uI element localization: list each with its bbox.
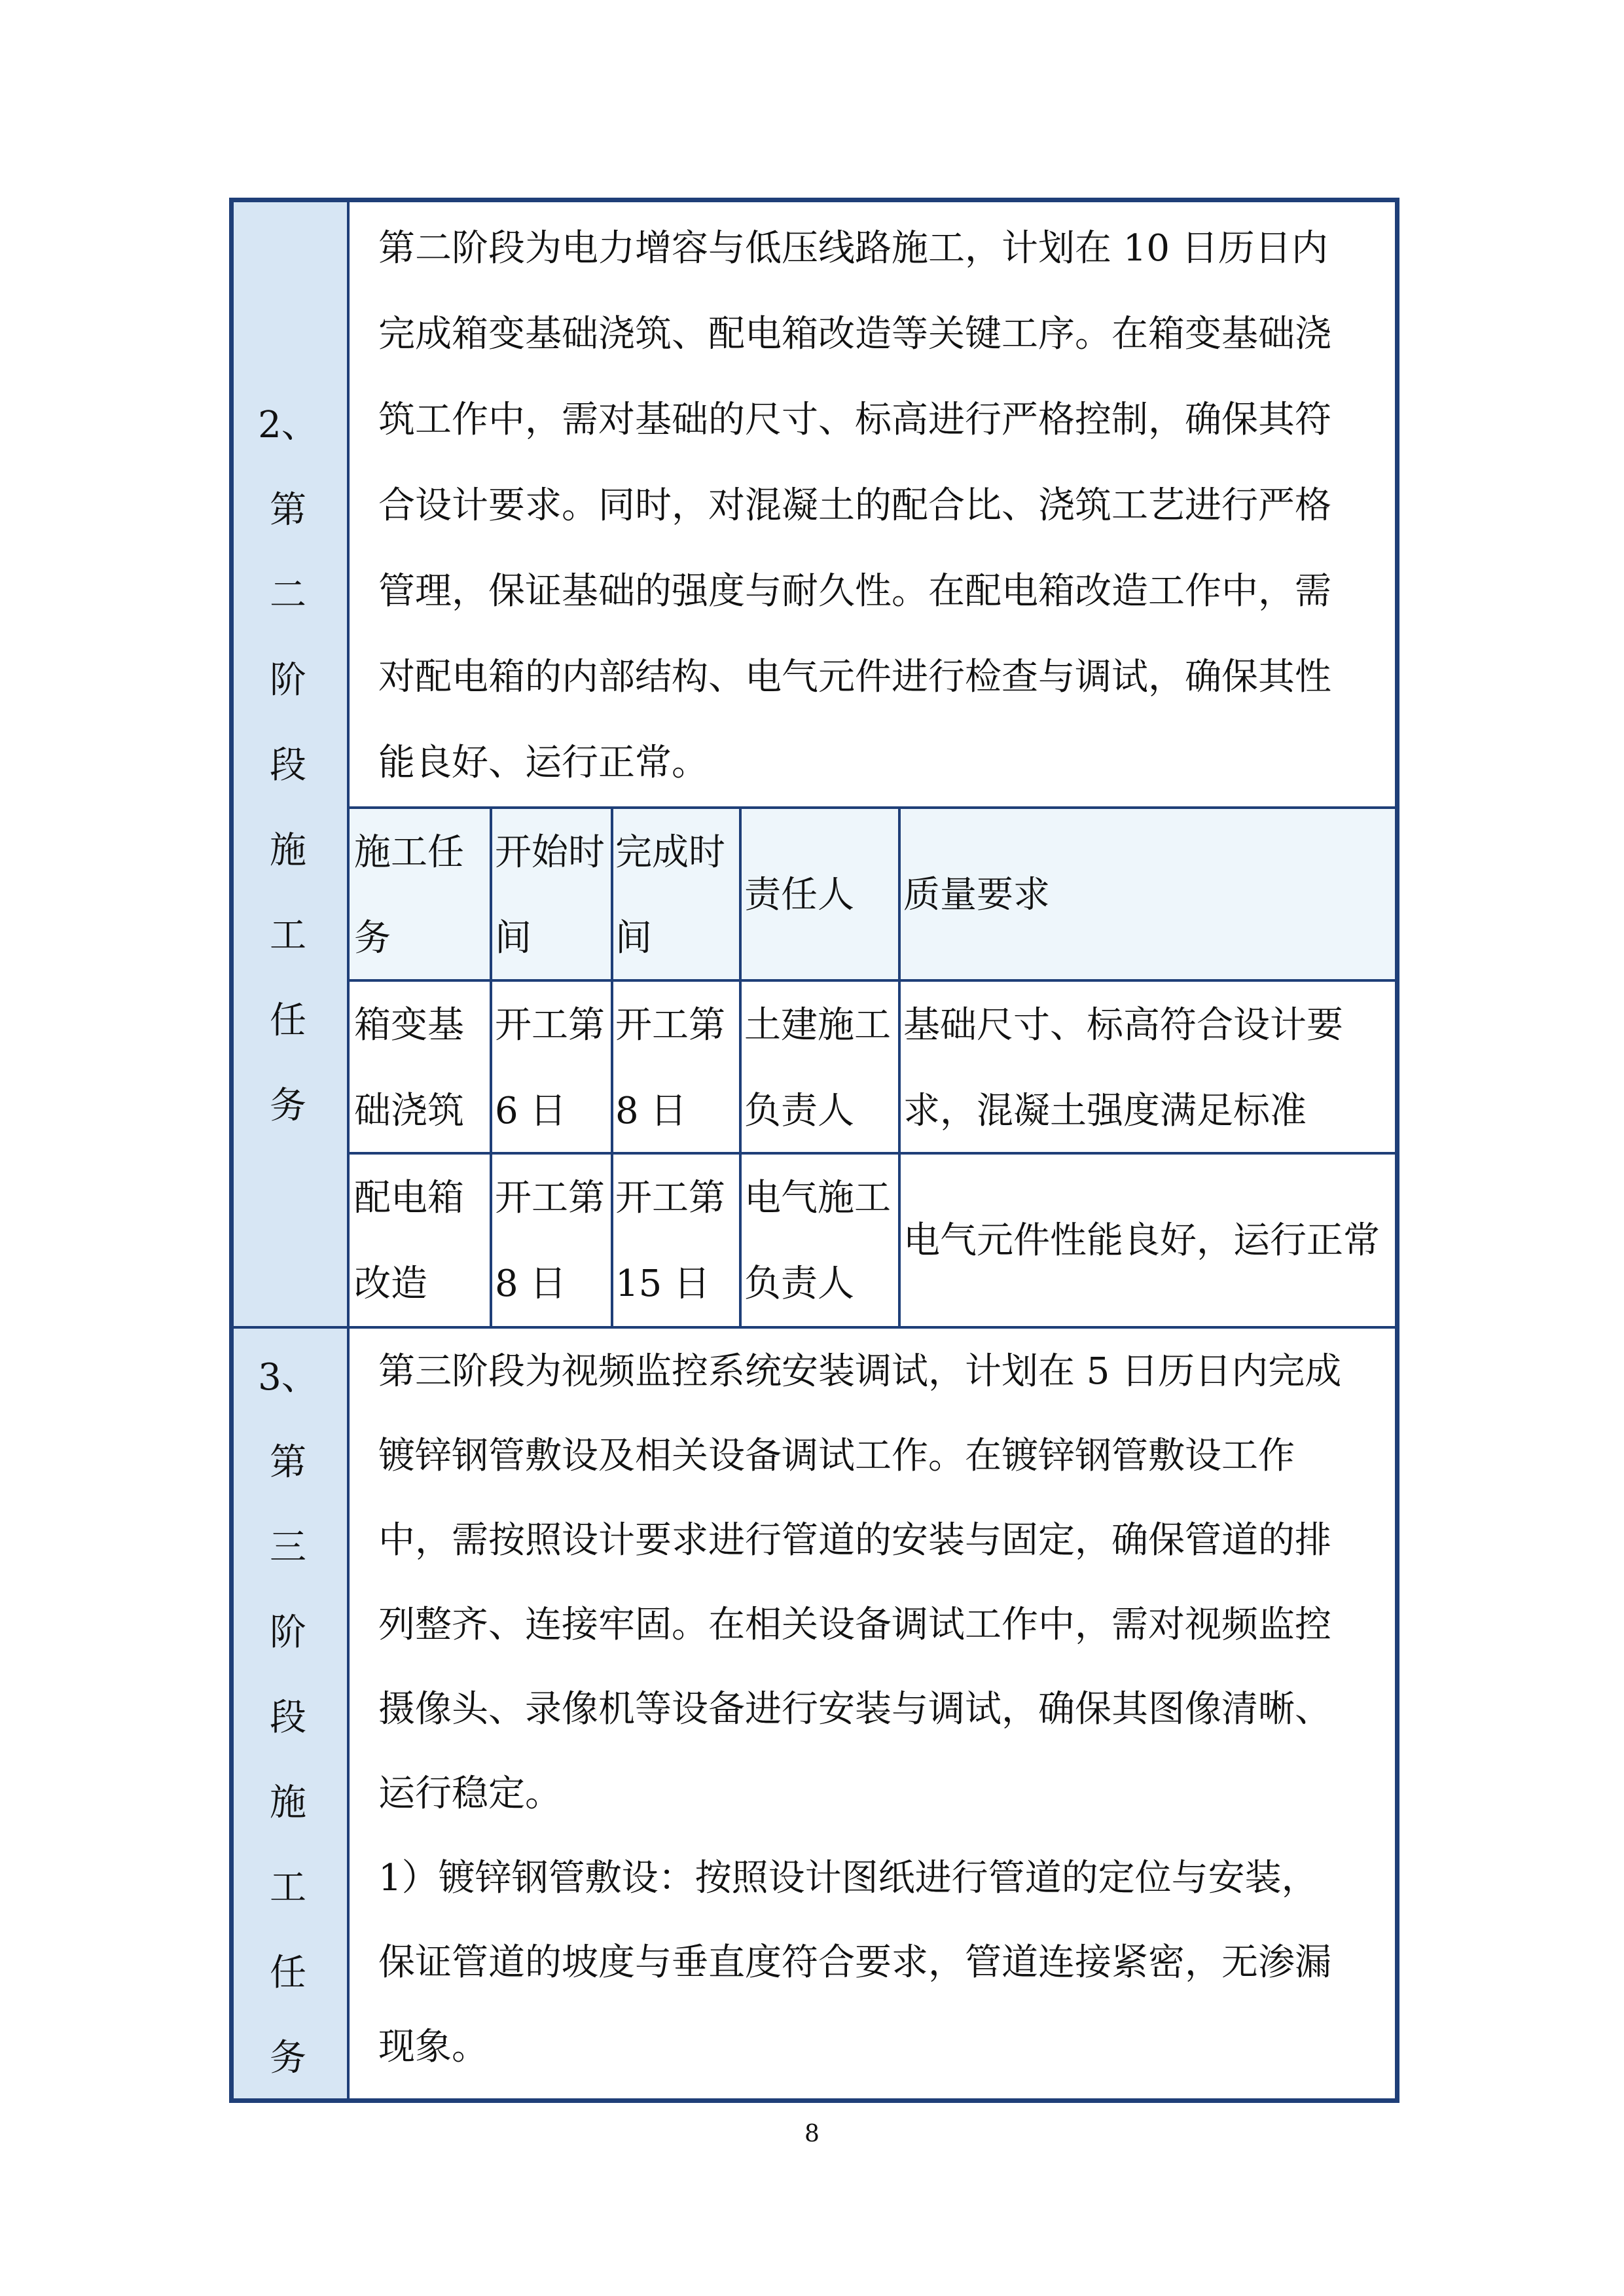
side-label-char: 三 (270, 1526, 306, 1569)
cell-text: 开工第 (495, 1004, 605, 1047)
side-label-char: 任 (270, 1952, 306, 1994)
paragraph-line: 第三阶段为视频监控系统安装调试，计划在 5 日历日内完成 (378, 1350, 1342, 1393)
header-text: 开始时 (495, 831, 605, 874)
side-label-char: 施 (270, 829, 306, 872)
cell-text: 8 日 (495, 1263, 567, 1305)
side-label-char: 工 (270, 1867, 306, 1909)
table-header-finish (615, 810, 725, 981)
paragraph-line: 中，需按照设计要求进行管道的安装与固定，确保管道的排 (378, 1519, 1331, 1562)
cell-text: 改造 (354, 1263, 427, 1305)
table-cell-start (495, 982, 605, 1154)
cell-text: 基础尺寸、标高符合设计要 (903, 1004, 1343, 1047)
table-header-task (354, 810, 464, 981)
table-cell-quality (903, 1198, 1380, 1283)
cell-text: 土建施工 (744, 1004, 891, 1047)
table-header-quality (903, 852, 1050, 938)
cell-text: 开工第 (615, 1177, 725, 1219)
side-label-char: 阶 (270, 1611, 306, 1654)
table-col-line-3 (739, 806, 742, 1326)
table-cell-owner (744, 1155, 891, 1327)
cell-text: 配电箱 (354, 1177, 464, 1219)
header-text: 间 (495, 917, 532, 960)
table-cell-quality (903, 982, 1343, 1154)
side-label-char: 段 (270, 744, 306, 787)
paragraph-line: 运行稳定。 (378, 1772, 562, 1815)
cell-text: 15 日 (615, 1263, 711, 1305)
header-text: 责任人 (744, 874, 854, 916)
paragraph-line: 摄像头、录像机等设备进行安装与调试，确保其图像清晰、 (378, 1688, 1331, 1731)
side-label-char: 工 (270, 914, 306, 957)
table-col-line-1 (490, 806, 492, 1326)
paragraph-line: 镀锌钢管敷设及相关设备调试工作。在镀锌钢管敷设工作 (378, 1435, 1295, 1477)
side-label-char: 3、 (258, 1356, 318, 1399)
paragraph-line: 能良好、运行正常。 (378, 742, 708, 784)
table-cell-start (495, 1155, 605, 1327)
section3-paragraph (378, 1329, 1380, 2089)
paragraph-line: 对配电箱的内部结构、电气元件进行检查与调试，确保其性 (378, 656, 1331, 698)
table-header-owner (744, 852, 854, 938)
side-divider (347, 202, 350, 2098)
table-cell-task (354, 982, 464, 1154)
header-text: 完成时 (615, 831, 725, 874)
table-col-line-2 (611, 806, 613, 1326)
side-label-char: 2、 (258, 404, 318, 446)
section2-paragraph (378, 206, 1380, 806)
cell-text: 求，混凝土强度满足标准 (903, 1090, 1307, 1132)
cell-text: 负责人 (744, 1090, 854, 1132)
side-label-char: 段 (270, 1696, 306, 1739)
paragraph-line: 完成箱变基础浇筑、配电箱改造等关键工序。在箱变基础浇 (378, 313, 1331, 355)
paragraph-line: 管理，保证基础的强度与耐久性。在配电箱改造工作中，需 (378, 570, 1331, 613)
side-label-char: 务 (270, 2037, 306, 2079)
side-label-char: 任 (270, 999, 306, 1042)
table-top-line (350, 806, 1395, 809)
side-label-char: 施 (270, 1782, 306, 1824)
cell-text: 电气元件性能良好，运行正常 (903, 1219, 1380, 1262)
cell-text: 负责人 (744, 1263, 854, 1305)
table-header-start (495, 810, 605, 981)
side-label-char: 第 (270, 1441, 306, 1484)
paragraph-line: 合设计要求。同时，对混凝土的配合比、浇筑工艺进行严格 (378, 484, 1331, 527)
table-col-line-4 (898, 806, 901, 1326)
header-text: 务 (354, 917, 391, 960)
side-label-char: 二 (270, 574, 306, 617)
side-label-char: 务 (270, 1085, 306, 1127)
table-cell-task (354, 1155, 464, 1327)
paragraph-line: 列整齐、连接牢固。在相关设备调试工作中，需对视频监控 (378, 1604, 1331, 1646)
cell-text: 箱变基 (354, 1004, 464, 1047)
table-cell-finish (615, 982, 725, 1154)
header-text: 施工任 (354, 831, 464, 874)
header-text: 间 (615, 917, 652, 960)
cell-text: 开工第 (495, 1177, 605, 1219)
header-text: 质量要求 (903, 874, 1050, 916)
page-number: 8 (804, 2121, 820, 2147)
table-cell-owner (744, 982, 891, 1154)
cell-text: 础浇筑 (354, 1090, 464, 1132)
paragraph-line: 1）镀锌钢管敷设：按照设计图纸进行管道的定位与安装， (378, 1857, 1318, 1899)
paragraph-line: 保证管道的坡度与垂直度符合要求，管道连接紧密，无渗漏 (378, 1941, 1331, 1984)
paragraph-line: 现象。 (378, 2026, 488, 2068)
side-label-char: 阶 (270, 659, 306, 702)
paragraph-line: 筑工作中，需对基础的尺寸、标高进行严格控制，确保其符 (378, 399, 1331, 441)
cell-text: 8 日 (615, 1090, 687, 1132)
table-cell-finish (615, 1155, 725, 1327)
paragraph-line: 第二阶段为电力增容与低压线路施工，计划在 10 日历日内 (378, 227, 1328, 270)
cell-text: 开工第 (615, 1004, 725, 1047)
side-label-char: 第 (270, 489, 306, 531)
cell-text: 电气施工 (744, 1177, 891, 1219)
cell-text: 6 日 (495, 1090, 567, 1132)
